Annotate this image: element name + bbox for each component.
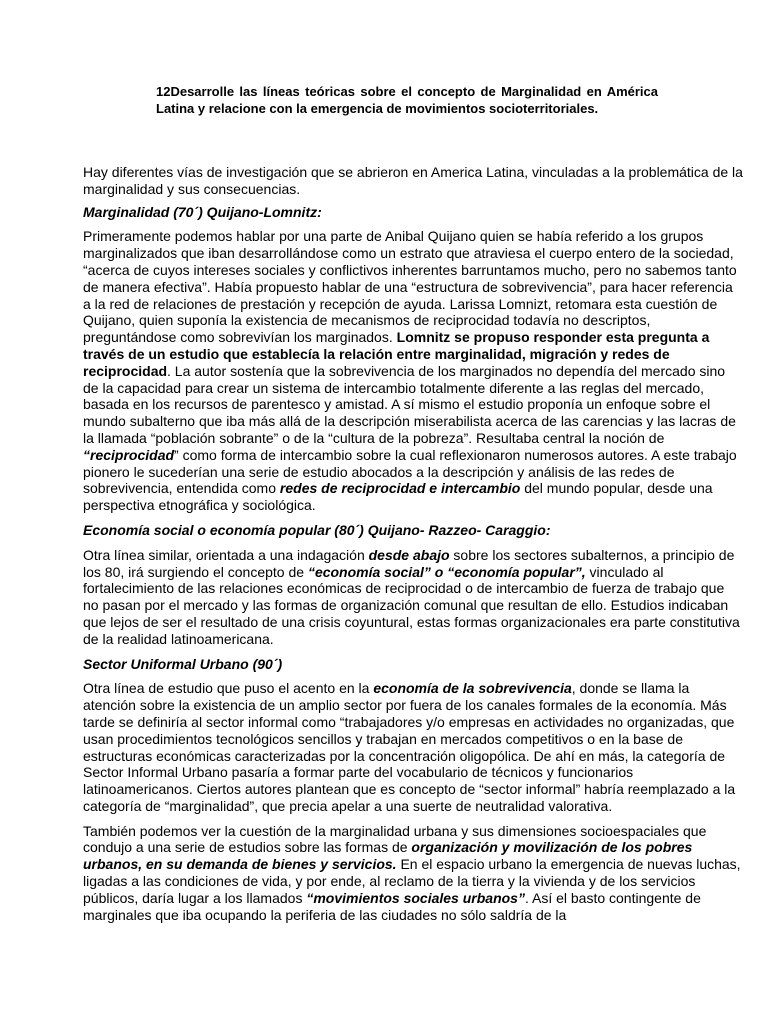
bold-italic-run: economía de la sobrevivencia <box>373 680 572 697</box>
text-run: del mundo popular, desde una perspectiva etnográfica y sociológica. <box>83 480 713 514</box>
text-run: , donde se llama la atención sobre la existencia de un amplio sector por fuera de los canales formales de la economía. Más tarde se definiría al sector informal como “trabajadores y/o empresas en actividades no organizadas, que usan procedimientos tecnológicos sencillos y trabajan en mercados competitivos o en la base de estructuras económicas caracterizadas por la concentración oligopólica. De ahí en más, la categoría de Sector Informal Urbano pasaría a formar parte del vocabulario de técnicos y funcionarios latinoamericanos. Ciertos autores plantean que es concepto de “sector informal” habría reemplazado a la categoría de “marginalidad”, que precia apelar a una suerte de neutralidad valorativa. <box>83 680 736 814</box>
text-run: Primeramente podemos hablar por una parte de Anibal Quijano quien se había referido a los grupos marginalizados que iban desarrollándose como un estrato que atraviesa el cuerpo entero de la sociedad, “acerca de cuyos intereses sociales y conflictivos inherentes barruntamos mucho, pero no sabemos tanto de manera efectiva”. Había propuesto hablar de una “estructura de sobrevivencia”, para hacer referencia a la red de relaciones de prestación y recepción de ayuda. Larissa Lomnizt, retomara esta cuestión de Quijano, quien suponía la existencia de mecanismos de reciprocidad todavía no descriptos, preguntándose como sobrevivían los marginados. <box>83 228 737 346</box>
bold-italic-run: redes de reciprocidad e intercambio <box>279 480 521 497</box>
text-run: Otra línea de estudio que puso el acento en la <box>83 680 374 697</box>
bold-italic-run: “movimientos sociales urbanos” <box>306 889 525 906</box>
paragraph-movimientos-urbanos <box>83 823 743 924</box>
bold-italic-run: “reciprocidad <box>83 446 175 463</box>
paragraph-sector-informal <box>83 680 743 814</box>
text-run: En el espacio urbano la emergencia de nuevas luchas, ligadas a las condiciones de vida, y por ende, al reclamo de la tierra y la vivienda y de los servicios públicos, daría lugar a los llamados <box>83 856 741 906</box>
text-run: vinculado al fortalecimiento de las relaciones económicas de reciprocidad o de intercambio de fuerza de trabajo que no pasan por el mercado y las formas de organización comunal que resultan de ello. Estudios indicaban que lejos de ser el resultado de una crisis coyuntural, estas formas organizacionales era parte constitutiva de la realidad latinoamericana. <box>83 563 740 647</box>
intro-paragraph: Hay diferentes vías de investigación que se abrieron en America Latina, vinculadas a la problemática de la marginalidad y sus consecuencias. <box>83 164 743 197</box>
text-run: Otra línea similar, orientada a una indagación <box>83 546 369 563</box>
bold-run: Lomnitz se propuso responder esta pregunta a través de un estudio que establecía la relación entre marginalidad, migración y redes de reciprocidad <box>83 329 710 379</box>
document-body <box>83 164 743 931</box>
question-heading: 12Desarrolle las líneas teóricas sobre el concepto de Marginalidad en América Latina y relacione con la emergencia de movimientos socioterritoriales. <box>156 84 658 116</box>
bold-italic-run: organización y movilización de los pobres urbanos, en su demanda de bienes y servicios. <box>83 839 693 873</box>
bold-italic-run: desde abajo <box>368 546 450 563</box>
text-run: También podemos ver la cuestión de la marginalidad urbana y sus dimensiones socioespaciales que condujo a una serie de estudios sobre las formas de <box>83 822 707 856</box>
bold-italic-run: “economía social” o “economía popular”, <box>307 563 586 580</box>
section-heading-sector-informal: Sector Uniformal Urbano (90´) <box>83 655 283 672</box>
paragraph-marginalidad <box>83 228 743 514</box>
paragraph-economia-social <box>83 547 743 648</box>
text-run: . La autor sostenía que la sobrevivencia de los marginados no dependía del mercado sino de la capacidad para crear un sistema de intercambio totalmente diferente a las reglas del mercado, basada en los recursos de parentesco y amistad. A sí mismo el estudio proponía un enfoque sobre el mundo subalterno que iba más allá de la descripción miserabilista acerca de las carencias y las lacras de la llamada “población sobrante” o de la “cultura de la pobreza”. Resultaba central la noción de <box>83 362 736 446</box>
text-run: sobre los sectores subalternos, a principio de los 80, irá surgiendo el concepto de <box>83 546 735 580</box>
text-run: . Así el basto contingente de marginales que iba ocupando la periferia de las ciudades no sólo saldría de la <box>83 889 701 923</box>
text-run: ” como forma de intercambio sobre la cual reflexionaron numerosos autores. A este trabajo pionero le sucederían una serie de estudio abocados a la descripción y análisis de las redes de sobrevivencia, entendida como <box>83 446 737 497</box>
section-heading-marginalidad: Marginalidad (70´) Quijano-Lomnitz: <box>83 203 322 220</box>
section-heading-economia-social: Economía social o economía popular (80´) Quijano- Razzeo- Caraggio: <box>83 521 551 538</box>
